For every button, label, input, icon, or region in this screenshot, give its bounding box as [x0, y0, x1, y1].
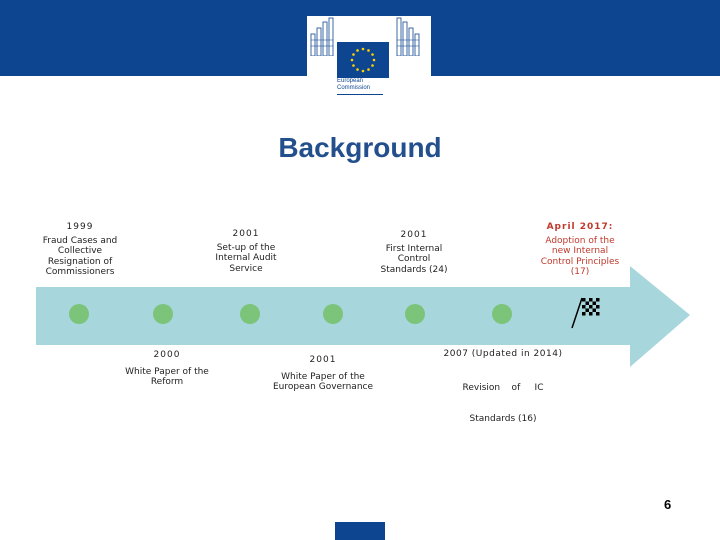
- flag-check: [589, 312, 593, 316]
- event-year: 2001: [309, 355, 337, 365]
- event-desc-line: Internal Audit: [215, 253, 277, 263]
- event-desc-line: White Paper of the: [281, 371, 365, 382]
- event-desc-line: Standards (24): [380, 264, 448, 275]
- slide-title: Background: [278, 132, 442, 163]
- event-desc-line: Standards (16): [469, 414, 537, 424]
- event-2007: [436, 349, 570, 446]
- flag-check: [582, 298, 586, 302]
- event-desc: [32, 236, 128, 278]
- flag-check: [589, 305, 593, 309]
- event-desc-line: Resignation of: [47, 256, 113, 267]
- event-desc: [366, 244, 462, 276]
- event-desc-line: Collective: [57, 246, 103, 256]
- timeline-dot: [323, 304, 343, 324]
- event-desc-line: Service: [229, 263, 263, 274]
- event-desc: [198, 243, 294, 275]
- flag-check: [593, 302, 597, 306]
- event-2000: [118, 350, 216, 388]
- event-desc-line: Control Principles: [540, 256, 620, 267]
- event-year: April 2017:: [546, 222, 614, 232]
- event-year: 2001: [400, 230, 428, 240]
- flag-check: [582, 305, 586, 309]
- event-year: 2007 (Updated in 2014): [443, 349, 563, 359]
- event-desc: [530, 236, 630, 278]
- event-desc-line: White Paper of the: [125, 366, 209, 377]
- event-desc-line: Control: [397, 254, 431, 264]
- flag-check: [589, 298, 593, 302]
- footer-eu-flag: [335, 522, 385, 540]
- timeline-dot: [240, 304, 260, 324]
- event-desc-line: Reform: [150, 377, 184, 387]
- event-desc: [268, 372, 378, 393]
- flag-check: [582, 312, 586, 316]
- event-desc-line: (17): [570, 267, 590, 277]
- event-desc-line: Fraud Cases and: [42, 235, 118, 246]
- event-desc-line: European Governance: [272, 382, 374, 392]
- flag-check: [593, 309, 597, 313]
- event-2001-standards: [366, 230, 462, 275]
- logo-text-line2: Commission: [337, 85, 371, 91]
- event-desc-line: new Internal: [551, 246, 609, 256]
- timeline-dot: [405, 304, 425, 324]
- event-year: 1999: [66, 222, 94, 232]
- flag-check: [596, 298, 600, 302]
- logo-text-line1: European: [337, 78, 364, 84]
- event-desc: [436, 362, 570, 446]
- flag-check: [586, 302, 590, 306]
- event-desc-line: Adoption of the: [545, 235, 615, 246]
- event-desc-line: First Internal: [385, 243, 443, 254]
- event-desc-line: Revision of IC: [462, 382, 544, 393]
- event-2001-audit: [198, 229, 294, 274]
- event-year: 2001: [232, 229, 260, 239]
- event-desc-line: Set-up of the: [216, 242, 276, 253]
- event-desc-line: Commissioners: [45, 267, 115, 277]
- timeline-dot: [69, 304, 89, 324]
- timeline-dot: [153, 304, 173, 324]
- event-desc: [118, 367, 216, 388]
- event-1999: [32, 222, 128, 278]
- page-number: 6: [664, 497, 672, 512]
- flag-check: [596, 312, 600, 316]
- event-year: 2000: [153, 350, 181, 360]
- timeline-dot: [492, 304, 512, 324]
- event-2001-governance: [268, 355, 378, 393]
- flag-check: [596, 305, 600, 309]
- event-2017: [530, 222, 630, 278]
- flag-check: [586, 309, 590, 313]
